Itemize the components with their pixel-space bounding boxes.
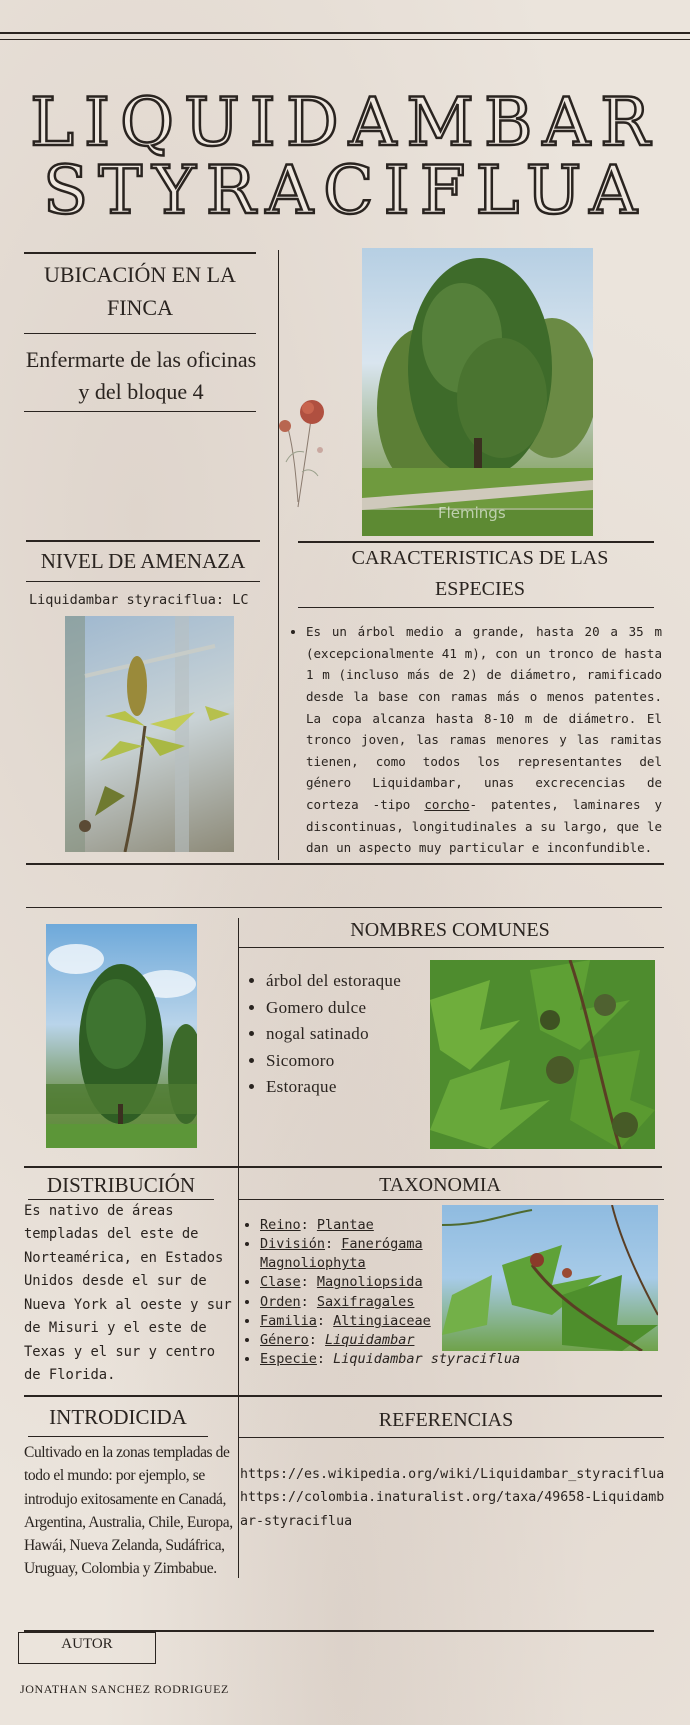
caract-text-before: Es un árbol medio a grande, hasta 20 a 35 m (excepcionalmente 41 m), con un tronco de hasta 1 m (incluso más de 2) de diámetro, ramificado desde la base con ramas más o menos patentes. La copa alcanza hasta 8-10 m de diámetro. El tronco joven, las ramas menores y las ramitas tienen, como todos los representantes del género Liquidambar, unas excrecencias de corteza -tipo — [306, 624, 662, 812]
taxonomia-label[interactable]: Especie — [260, 1351, 317, 1368]
amenaza-heading: NIVEL DE AMENAZA — [40, 549, 246, 573]
amenaza-rule-bottom — [26, 581, 260, 582]
taxonomia-item-familia: • Familia: Altingiaceae — [260, 1312, 442, 1331]
taxonomia-value[interactable]: Saxifragales — [316, 1293, 415, 1310]
reference-link-wikipedia[interactable]: https://es.wikipedia.org/wiki/Liquidambar_styraciflua — [240, 1467, 665, 1482]
referencias-rule — [238, 1437, 664, 1438]
reference-link-inaturalist[interactable]: https://colombia.inaturalist.org/taxa/49658-Liquidambar-styraciflua — [240, 1490, 665, 1529]
section-divider-4 — [24, 1395, 662, 1397]
taxonomia-value[interactable]: Plantae — [316, 1217, 374, 1233]
author-name: JONATHAN SANCHEZ RODRIGUEZ — [20, 1682, 229, 1696]
taxonomia-label[interactable]: Clase — [260, 1274, 301, 1291]
ubicacion-rule-bottom — [24, 411, 256, 412]
introducida-heading: INTRODICIDA — [49, 1405, 187, 1429]
section-divider-3 — [24, 1166, 662, 1168]
taxonomia-heading: TAXONOMIA — [379, 1174, 501, 1196]
caract-bullet — [306, 621, 662, 859]
nombres-rule — [238, 947, 664, 948]
caract-rule-bottom — [298, 607, 654, 608]
top-rule-2 — [0, 39, 690, 40]
taxonomia-item-clase: • Clase: Magnoliopsida — [260, 1273, 442, 1292]
taxonomia-value[interactable]: Liquidambar — [325, 1331, 415, 1348]
nombres-heading: NOMBRES COMUNES — [350, 919, 550, 941]
ubicacion-rule-mid — [24, 333, 256, 334]
top-rule — [0, 32, 690, 34]
taxonomia-label[interactable]: Género — [260, 1331, 309, 1348]
taxonomia-label[interactable]: División — [260, 1236, 326, 1253]
ubicacion-text: Enfermarte de las oficinas y del bloque 4 — [25, 347, 257, 404]
taxonomia-item-orden: • Orden: Saxifragales — [260, 1293, 442, 1312]
taxonomia-item-division: • División: Fanerógama Magnoliophyta — [260, 1235, 442, 1273]
taxonomia-item-reino: • Reino: Plantae — [260, 1216, 442, 1235]
nombre-item: • Gomero dulce — [266, 995, 428, 1022]
taxonomia-value[interactable]: Fanerógama Magnoliophyta — [260, 1236, 423, 1272]
caract-heading: CARACTERISTICAS DE LAS ESPECIES — [351, 547, 609, 600]
section-divider-2 — [26, 907, 662, 908]
caract-text — [288, 621, 662, 859]
taxonomia-label[interactable]: Reino — [260, 1217, 301, 1233]
introducida-rule — [28, 1436, 208, 1437]
page-title-line-2: STYRACIFLUA — [42, 152, 647, 229]
referencias-list — [240, 1463, 670, 1533]
corcho-link[interactable]: corcho — [424, 797, 470, 812]
taxonomia-item-especie: • Especie: Liquidambar styraciflua — [260, 1350, 442, 1369]
seedpod-photo — [442, 1205, 658, 1351]
amenaza-text: Liquidambar styraciflua: LC — [29, 592, 249, 608]
taxonomia-item-genero: • Género: Liquidambar — [260, 1331, 442, 1350]
taxonomia-value[interactable]: Magnoliopsida — [316, 1274, 423, 1291]
ubicacion-heading: UBICACIÓN EN LA FINCA — [44, 262, 236, 320]
caract-text-after: - patentes, laminares y discontinuas, longitudinales a su largo, que le dan un aspecto muy particular e inconfundible. — [306, 797, 663, 856]
taxonomia-list — [242, 1216, 521, 1369]
nombre-item: • árbol del estoraque — [266, 968, 428, 995]
flower-decoration — [268, 392, 330, 512]
referencias-heading: REFERENCIAS — [378, 1409, 514, 1431]
nombre-item: • Estoraque — [266, 1074, 428, 1101]
nombre-item: • Sicomoro — [266, 1048, 428, 1075]
photo-watermark: Flemings — [438, 504, 506, 522]
section-divider-1 — [26, 863, 664, 865]
page-title-line-1: LIQUIDAMBAR — [30, 84, 660, 161]
amenaza-rule-top — [26, 540, 260, 542]
author-label: AUTOR — [61, 1636, 113, 1652]
young-tree-photo — [46, 924, 197, 1148]
vertical-divider-upper — [278, 250, 279, 860]
taxonomia-value: Liquidambar styraciflua — [333, 1351, 521, 1368]
ubicacion-rule-top — [24, 252, 256, 254]
nombres-list — [248, 968, 428, 1101]
nombre-item: • nogal satinado — [266, 1021, 428, 1048]
tree-photo — [362, 248, 593, 536]
leaves-photo — [430, 960, 655, 1149]
taxonomia-label[interactable]: Orden — [260, 1293, 301, 1310]
taxonomia-value[interactable]: Altingiaceae — [333, 1312, 431, 1329]
distribucion-heading: DISTRIBUCIÓN — [46, 1173, 196, 1197]
taxonomia-label[interactable]: Familia — [260, 1312, 317, 1329]
introducida-text: Cultivado en la zonas templadas de todo el mundo: por ejemplo, se introdujo exitosamente en Canadá, Argentina, Australia, Chile, Europa, Hawái, Nueva Zelanda, Sudáfrica, Uruguay, Colombia y Zimbabue. — [24, 1444, 233, 1578]
taxonomia-rule — [238, 1199, 664, 1200]
vertical-divider-lower — [238, 918, 239, 1578]
bud-photo — [65, 616, 234, 852]
distribucion-text: Es nativo de áreas templadas del este de Norteamérica, en Estados Unidos desde el sur de Nueva York al oeste y sur de Misuri y el este de Texas y el sur y centro de Florida. — [24, 1203, 232, 1384]
